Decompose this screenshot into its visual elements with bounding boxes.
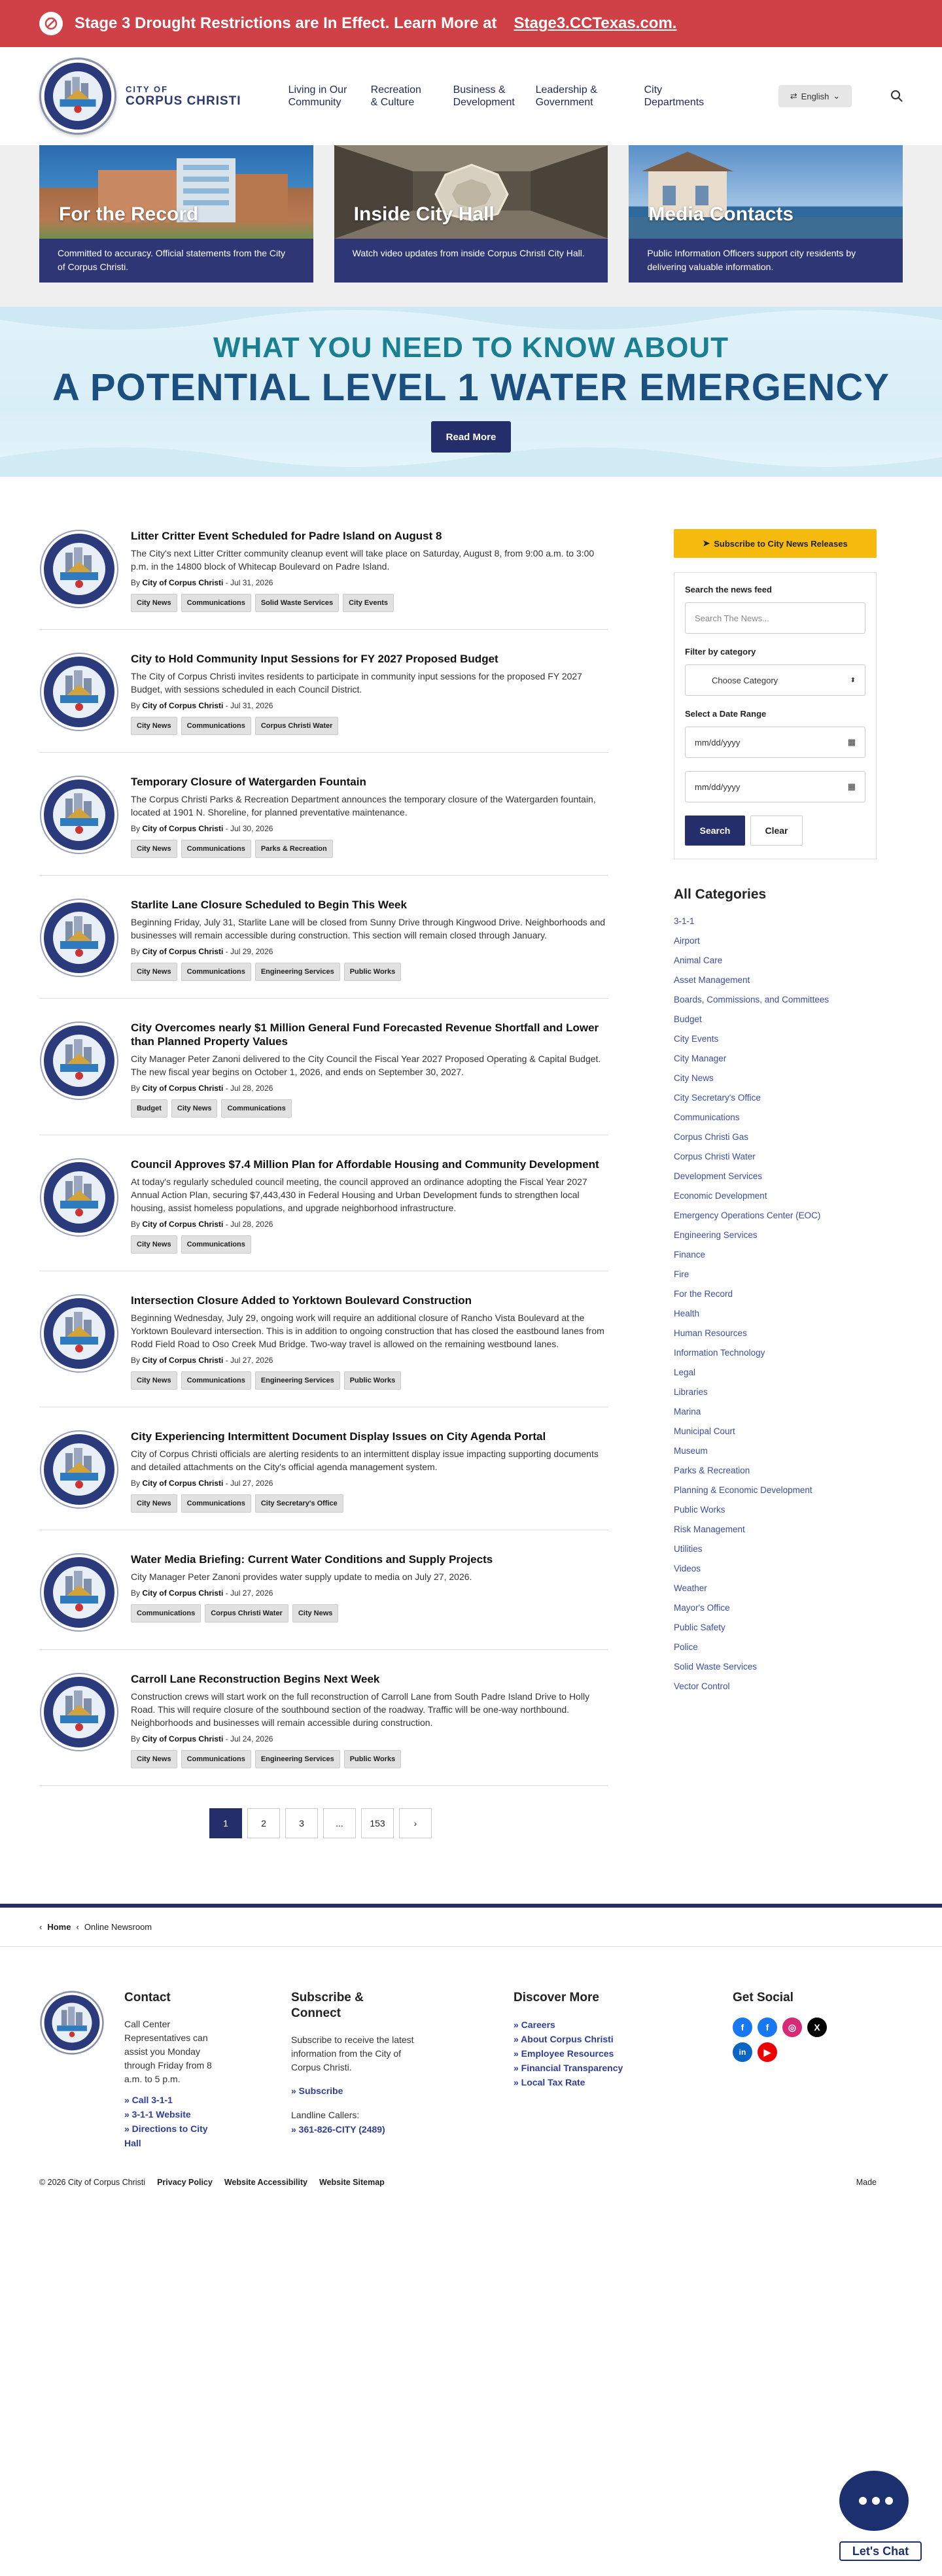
news-tag[interactable]: Budget xyxy=(131,1099,167,1118)
news-author: City of Corpus Christi xyxy=(142,1589,224,1598)
news-tag[interactable]: City News xyxy=(131,1494,177,1513)
select-arrows-icon: ⬍ xyxy=(850,676,856,684)
news-by: By xyxy=(131,701,141,710)
news-by: By xyxy=(131,1734,141,1743)
category-value: Choose Category xyxy=(712,675,778,685)
news-meta xyxy=(131,578,608,587)
facebook-icon[interactable]: f xyxy=(733,2018,752,2037)
news-by: By xyxy=(131,947,141,956)
news-tag[interactable]: City Secretary's Office xyxy=(255,1494,343,1513)
city-seal-icon xyxy=(39,529,119,609)
chevron-down-icon: ⌄ xyxy=(833,91,841,101)
breadcrumb-home[interactable]: Home xyxy=(47,1922,71,1932)
news-title[interactable]: City Experiencing Intermittent Document Display Issues on City Agenda Portal xyxy=(131,1430,546,1443)
news-tag[interactable]: Communications xyxy=(181,594,251,612)
news-body xyxy=(131,1294,608,1390)
news-item xyxy=(39,1294,608,1407)
filter-box xyxy=(674,572,877,859)
category-link[interactable]: Libraries xyxy=(674,1387,708,1397)
category-link[interactable]: Corpus Christi Water xyxy=(674,1152,756,1161)
category-link[interactable]: Museum xyxy=(674,1446,708,1456)
news-tag[interactable]: Engineering Services xyxy=(255,963,340,981)
translate-icon: ⇄ xyxy=(790,91,797,101)
news-tags xyxy=(131,1235,608,1254)
news-date: - Jul 27, 2026 xyxy=(225,1479,273,1488)
city-seal-icon xyxy=(39,1158,119,1237)
news-tag[interactable]: City News xyxy=(131,1750,177,1768)
next-page-icon[interactable]: › xyxy=(399,1808,432,1838)
news-title[interactable]: Carroll Lane Reconstruction Begins Next Week xyxy=(131,1673,380,1685)
news-tag[interactable]: City News xyxy=(131,594,177,612)
careers-link[interactable]: » Careers xyxy=(514,2019,555,2030)
news-item xyxy=(39,652,608,753)
news-excerpt: The Corpus Christi Parks & Recreation Department announces the temporary closure of the Watergarden fountain, located at 1901 N. Shoreline, for planned preventative maintenance. xyxy=(131,794,596,817)
page-button[interactable]: 3 xyxy=(285,1808,318,1838)
footer-discover xyxy=(514,1990,644,2163)
discover-title: Discover More xyxy=(514,1991,599,2004)
contact-text: Call Center Representatives can assist you Monday through Friday from 8 a.m. to 5 p.m. xyxy=(124,2019,212,2084)
page-button[interactable]: 2 xyxy=(247,1808,280,1838)
linkedin-icon[interactable]: in xyxy=(733,2042,752,2062)
copyright: © 2026 City of Corpus Christi xyxy=(39,2178,146,2187)
news-tag[interactable]: Engineering Services xyxy=(255,1750,340,1768)
news-item xyxy=(39,1553,608,1650)
category-link[interactable]: Marina xyxy=(674,1407,701,1417)
news-tags xyxy=(131,717,608,735)
read-more-button[interactable]: Read More xyxy=(431,421,511,453)
category-link[interactable]: Development Services xyxy=(674,1171,763,1181)
search-icon xyxy=(890,90,903,103)
news-excerpt: City Manager Peter Zanoni delivered to the City Council the Fiscal Year 2027 Proposed Operating & Capital Budget. The new fiscal year begins on October 1, 2026, and ends on September 30, 2027. xyxy=(131,1054,601,1077)
news-tag[interactable]: City News xyxy=(292,1604,339,1623)
alert-icon xyxy=(39,12,63,35)
news-tags xyxy=(131,963,608,981)
news-excerpt: The City's next Litter Critter community cleanup event will take place on Saturday, August 8, from 9:00 a.m. to 3:00 p.m. in the 14800 block of Whitecap Boulevard on Padre Island. xyxy=(131,548,595,572)
subscribe-button[interactable] xyxy=(674,529,877,558)
news-tags xyxy=(131,1494,608,1513)
311-website-link[interactable]: » 3-1-1 Website xyxy=(124,2109,191,2120)
category-link[interactable]: Solid Waste Services xyxy=(674,1662,758,1672)
category-link[interactable]: Planning & Economic Development xyxy=(674,1485,812,1495)
city-seal-icon xyxy=(39,1430,119,1509)
privacy-policy-link[interactable]: Privacy Policy xyxy=(157,2178,213,2187)
category-link[interactable]: For the Record xyxy=(674,1289,733,1299)
category-label: Filter by category xyxy=(685,647,756,657)
nav-recreation[interactable]: Recreation & Culture xyxy=(370,84,421,108)
news-meta xyxy=(131,1220,608,1229)
page-button[interactable]: 1 xyxy=(209,1808,242,1838)
language-select[interactable] xyxy=(778,85,852,107)
news-tag[interactable]: Corpus Christi Water xyxy=(255,717,339,735)
category-link[interactable]: Utilities xyxy=(674,1544,703,1554)
logo-city-of: CITY OF xyxy=(126,84,169,94)
news-date: - Jul 30, 2026 xyxy=(225,824,273,833)
footer-contact xyxy=(124,1990,226,2163)
category-link[interactable]: Videos xyxy=(674,1564,701,1573)
news-title[interactable]: Litter Critter Event Scheduled for Padre Island on August 8 xyxy=(131,530,442,542)
news-tag[interactable]: Communications xyxy=(181,1235,251,1254)
feature-title: Inside City Hall xyxy=(353,203,495,225)
news-item xyxy=(39,898,608,999)
city-seal-icon xyxy=(39,1553,119,1632)
news-body xyxy=(131,1158,608,1254)
date-end-placeholder: mm/dd/yyyy xyxy=(695,781,741,792)
news-date: - Jul 27, 2026 xyxy=(225,1589,273,1598)
news-tag[interactable]: Public Works xyxy=(344,1750,401,1768)
calendar-icon: ▦ xyxy=(847,781,856,791)
news-body xyxy=(131,898,608,981)
news-author: City of Corpus Christi xyxy=(142,1220,224,1229)
category-link[interactable]: City Secretary's Office xyxy=(674,1093,761,1103)
accessibility-link[interactable]: Website Accessibility xyxy=(224,2178,307,2187)
youtube-icon[interactable]: ▶ xyxy=(758,2042,777,2062)
all-categories-title: All Categories xyxy=(674,887,767,902)
news-tag[interactable]: City News xyxy=(131,1371,177,1390)
date-start-field[interactable] xyxy=(685,727,865,758)
news-tag[interactable]: Communications xyxy=(181,1494,251,1513)
feature-desc: Committed to accuracy. Official statements from the City of Corpus Christi. xyxy=(39,239,313,283)
news-tags xyxy=(131,840,608,858)
date-start-placeholder: mm/dd/yyyy xyxy=(695,737,741,747)
news-body xyxy=(131,529,608,612)
category-link[interactable]: Legal xyxy=(674,1367,696,1377)
news-tag[interactable]: City Events xyxy=(343,594,394,612)
category-link[interactable]: Vector Control xyxy=(674,1681,730,1691)
news-date: - Jul 29, 2026 xyxy=(225,947,273,956)
news-tag[interactable]: Parks & Recreation xyxy=(255,840,333,858)
feature-title: For the Record xyxy=(59,203,199,225)
feature-card-record[interactable] xyxy=(39,145,313,283)
news-author: City of Corpus Christi xyxy=(142,1734,224,1743)
news-body xyxy=(131,775,608,858)
news-tag[interactable]: Public Works xyxy=(344,1371,401,1390)
news-title[interactable]: Intersection Closure Added to Yorktown Boulevard Construction xyxy=(131,1294,472,1307)
category-link[interactable]: Mayor's Office xyxy=(674,1603,730,1613)
site-header xyxy=(0,47,942,145)
date-label: Select a Date Range xyxy=(685,709,767,719)
main-nav xyxy=(288,84,703,109)
page-button[interactable]: ... xyxy=(323,1808,356,1838)
feature-image xyxy=(629,145,903,239)
news-tag[interactable]: City News xyxy=(131,840,177,858)
news-tags xyxy=(131,1099,608,1118)
contact-title: Contact xyxy=(124,1991,171,2004)
news-item xyxy=(39,1672,608,1786)
subscribe-text: Subscribe to receive the latest information from the City of Corpus Christi. xyxy=(291,2035,414,2072)
nav-departments[interactable]: City Departments xyxy=(644,84,705,108)
news-tags xyxy=(131,1750,608,1768)
news-excerpt: At today's regularly scheduled council meeting, the council approved an ordinance adopting the Fiscal Year 2027 Annual Action Plan, securing $7,443,430 in Federal Housing and Urban Development funds to strengthen local housing, assist homeless populations, and upgrade neighborhood infrastructure. xyxy=(131,1176,587,1213)
calendar-icon: ▦ xyxy=(847,737,856,747)
feature-desc: Watch video updates from inside Corpus Christi City Hall. xyxy=(334,239,608,283)
instagram-icon[interactable]: ◎ xyxy=(782,2018,802,2037)
breadcrumb xyxy=(0,1908,942,1947)
news-meta xyxy=(131,701,608,710)
news-tag[interactable]: Public Works xyxy=(344,963,401,981)
footer-subscribe xyxy=(291,1990,422,2163)
news-excerpt: Beginning Friday, July 31, Starlite Lane will be closed from Sunny Drive through Kingwood Drive. Neighborhoods and businesses will remain accessible during construction. This section will remain closed through January. xyxy=(131,917,606,940)
category-link[interactable]: 3-1-1 xyxy=(674,916,695,926)
category-link[interactable]: Risk Management xyxy=(674,1524,745,1534)
category-link[interactable]: Engineering Services xyxy=(674,1230,758,1240)
chevron-left-icon: ‹ xyxy=(76,1922,79,1932)
news-tag[interactable]: City News xyxy=(131,963,177,981)
news-meta xyxy=(131,824,608,833)
feature-card-city-hall[interactable] xyxy=(334,145,608,283)
news-item xyxy=(39,1021,608,1135)
news-meta xyxy=(131,1356,608,1365)
city-seal-icon xyxy=(39,652,119,732)
filter-buttons xyxy=(685,816,865,846)
news-tags xyxy=(131,1604,608,1623)
news-tag[interactable]: Corpus Christi Water xyxy=(205,1604,288,1623)
about-link[interactable]: » About Corpus Christi xyxy=(514,2034,614,2044)
call-311-link[interactable]: » Call 3-1-1 xyxy=(124,2095,173,2105)
news-by: By xyxy=(131,578,141,587)
category-link[interactable]: Public Works xyxy=(674,1505,725,1515)
feature-cards xyxy=(0,145,942,307)
news-body xyxy=(131,1021,608,1118)
news-title[interactable]: Temporary Closure of Watergarden Fountain xyxy=(131,776,366,788)
category-link[interactable]: Boards, Commissions, and Committees xyxy=(674,995,829,1005)
search-button[interactable] xyxy=(887,86,907,106)
news-title[interactable]: City Overcomes nearly $1 Million General Fund Forecasted Revenue Shortfall and Lower than Planned Property Values xyxy=(131,1022,599,1048)
feature-title: Media Contacts xyxy=(648,203,794,225)
city-seal-icon xyxy=(39,1672,119,1752)
news-tag[interactable]: Communications xyxy=(131,1604,201,1623)
category-link[interactable]: City News xyxy=(674,1073,714,1083)
search-label: Search the news feed xyxy=(685,585,772,594)
news-author: City of Corpus Christi xyxy=(142,578,224,587)
page-button[interactable]: 153 xyxy=(361,1808,394,1838)
news-meta xyxy=(131,1479,608,1488)
news-tag[interactable]: Communications xyxy=(221,1099,291,1118)
date-end-field[interactable] xyxy=(685,771,865,802)
news-date: - Jul 28, 2026 xyxy=(225,1220,273,1229)
breadcrumb-current: Online Newsroom xyxy=(84,1922,152,1932)
logo-text xyxy=(126,84,241,109)
news-by: By xyxy=(131,1479,141,1488)
news-tag[interactable]: Communications xyxy=(181,717,251,735)
news-meta xyxy=(131,1734,608,1743)
water-emergency-banner xyxy=(0,307,942,477)
filter-clear-button[interactable]: Clear xyxy=(750,816,803,846)
subscribe-label: Subscribe to City News Releases xyxy=(714,538,848,549)
category-link[interactable]: Finance xyxy=(674,1250,706,1260)
banner-line-2: A POTENTIAL LEVEL 1 WATER EMERGENCY xyxy=(52,366,890,409)
local-tax-rate-link[interactable]: » Local Tax Rate xyxy=(514,2077,585,2087)
city-logo[interactable] xyxy=(39,58,116,135)
banner-line-1: WHAT YOU NEED TO KNOW ABOUT xyxy=(213,332,729,364)
news-tag[interactable]: City News xyxy=(131,1235,177,1254)
news-meta xyxy=(131,1589,608,1598)
news-item xyxy=(39,775,608,876)
news-body xyxy=(131,652,608,735)
main-content xyxy=(0,477,942,1904)
language-label: English xyxy=(801,91,829,101)
category-link[interactable]: City Manager xyxy=(674,1054,727,1063)
news-tag[interactable]: City News xyxy=(171,1099,218,1118)
send-icon: ➤ xyxy=(703,538,710,548)
city-seal-icon xyxy=(39,775,119,855)
news-excerpt: The City of Corpus Christi invites residents to participate in community input sessions for the proposed FY 2027 Budget, with sessions scheduled in each Council District. xyxy=(131,671,582,695)
pagination xyxy=(209,1808,608,1904)
category-link[interactable]: Public Safety xyxy=(674,1623,725,1632)
news-tags xyxy=(131,594,608,612)
landline-phone-link[interactable]: » 361-826-CITY (2489) xyxy=(291,2124,385,2135)
filter-search-button[interactable]: Search xyxy=(685,816,745,846)
category-link[interactable]: Human Resources xyxy=(674,1328,747,1338)
landline-label: Landline Callers: xyxy=(291,2110,360,2120)
alert-text: Stage 3 Drought Restrictions are In Effect. Learn More at xyxy=(75,14,497,32)
news-author: City of Corpus Christi xyxy=(142,947,224,956)
news-tag[interactable]: Communications xyxy=(181,963,251,981)
chevron-left-icon: ‹ xyxy=(39,1922,43,1932)
search-input[interactable]: Search The News... xyxy=(685,602,865,634)
news-excerpt: Beginning Wednesday, July 29, ongoing work will require an additional closure of Rancho Vista Boulevard at the Yorktown Boulevard intersection. This is in addition to ongoing construction that has closed the eastbound lanes from Rodd Field Road to Oso Creek Mud Bridge. Two-way travel is allowed on the remaining westbound lanes. xyxy=(131,1313,604,1349)
news-excerpt: City Manager Peter Zanoni provides water supply update to media on July 27, 2026. xyxy=(131,1571,472,1582)
news-by: By xyxy=(131,1220,141,1229)
news-tag[interactable]: Solid Waste Services xyxy=(255,594,339,612)
facebook-alt-icon[interactable]: f xyxy=(758,2018,777,2037)
news-meta xyxy=(131,1084,608,1093)
news-by: By xyxy=(131,1589,141,1598)
news-tag[interactable]: City News xyxy=(131,717,177,735)
sidebar xyxy=(674,529,877,1904)
category-link[interactable]: City Events xyxy=(674,1034,719,1044)
employee-resources-link[interactable]: » Employee Resources xyxy=(514,2048,614,2059)
news-author: City of Corpus Christi xyxy=(142,1356,224,1365)
news-excerpt: Construction crews will start work on the full reconstruction of Carroll Lane from South Padre Island Drive to Holly Road. This will require closure of the southbound section of the roadway. Traffic will be one-way northbound. Neighborhoods and businesses will remain accessible during construction. xyxy=(131,1691,590,1728)
category-link[interactable]: Police xyxy=(674,1642,698,1652)
news-body xyxy=(131,1553,608,1632)
directions-link[interactable]: » Directions to City Hall xyxy=(124,2123,208,2148)
news-author: City of Corpus Christi xyxy=(142,1479,224,1488)
news-tag[interactable]: Engineering Services xyxy=(255,1371,340,1390)
x-icon[interactable]: X xyxy=(807,2018,827,2037)
category-link[interactable]: Parks & Recreation xyxy=(674,1466,750,1475)
news-by: By xyxy=(131,1084,141,1093)
news-tags xyxy=(131,1371,608,1390)
category-link[interactable]: Emergency Operations Center (EOC) xyxy=(674,1211,821,1220)
logo-city-name: CORPUS CHRISTI xyxy=(126,94,241,108)
subscribe-title: Subscribe & Connect xyxy=(291,1991,364,2020)
news-list xyxy=(39,529,608,1904)
news-title[interactable]: City to Hold Community Input Sessions for FY 2027 Proposed Budget xyxy=(131,653,498,665)
news-item xyxy=(39,529,608,630)
news-date: - Jul 24, 2026 xyxy=(225,1734,273,1743)
news-author: City of Corpus Christi xyxy=(142,701,224,710)
news-date: - Jul 28, 2026 xyxy=(225,1084,273,1093)
category-link[interactable]: Information Technology xyxy=(674,1348,765,1358)
category-link[interactable]: Communications xyxy=(674,1112,740,1122)
category-link[interactable]: Fire xyxy=(674,1269,689,1279)
news-date: - Jul 31, 2026 xyxy=(225,578,273,587)
category-link[interactable]: Economic Development xyxy=(674,1191,767,1201)
news-title[interactable]: Water Media Briefing: Current Water Conditions and Supply Projects xyxy=(131,1553,493,1566)
category-link[interactable]: Corpus Christi Gas xyxy=(674,1132,749,1142)
feature-desc: Public Information Officers support city residents by delivering valuable information. xyxy=(629,239,903,283)
news-title[interactable]: Council Approves $7.4 Million Plan for Affordable Housing and Community Development xyxy=(131,1158,599,1171)
city-seal-icon xyxy=(39,1294,119,1373)
feature-image xyxy=(334,145,608,239)
category-link[interactable]: Weather xyxy=(674,1583,707,1593)
news-excerpt: City of Corpus Christi officials are alerting residents to an intermittent display issue impacting supporting documents and detailed attachments on the City's official agenda management system. xyxy=(131,1449,599,1472)
news-by: By xyxy=(131,1356,141,1365)
category-link[interactable]: Health xyxy=(674,1309,700,1318)
news-meta xyxy=(131,947,608,956)
footer-subscribe-link[interactable]: » Subscribe xyxy=(291,2086,343,2096)
nav-living[interactable]: Living in Our Community xyxy=(288,84,347,108)
social-title: Get Social xyxy=(733,1991,794,2004)
news-author: City of Corpus Christi xyxy=(142,824,224,833)
feature-card-media[interactable] xyxy=(629,145,903,283)
feature-image xyxy=(39,145,313,239)
news-item xyxy=(39,1158,608,1271)
footer-social xyxy=(733,1990,827,2163)
sitemap-link[interactable]: Website Sitemap xyxy=(319,2178,385,2187)
chat-bubble-icon[interactable] xyxy=(839,2471,909,2531)
news-tag[interactable]: Communications xyxy=(181,1371,251,1390)
nav-leadership[interactable]: Leadership & Government xyxy=(535,84,597,108)
news-body xyxy=(131,1430,608,1513)
nav-business[interactable]: Business & Development xyxy=(453,84,515,108)
news-tag[interactable]: Communications xyxy=(181,1750,251,1768)
made-by: Made xyxy=(856,2178,877,2187)
financial-transparency-link[interactable]: » Financial Transparency xyxy=(514,2063,623,2073)
news-date: - Jul 27, 2026 xyxy=(225,1356,273,1365)
category-link[interactable]: Municipal Court xyxy=(674,1426,735,1436)
category-list xyxy=(674,912,877,1696)
alert-link[interactable]: Stage3.CCTexas.com. xyxy=(514,14,677,32)
news-by: By xyxy=(131,824,141,833)
category-link[interactable]: Budget xyxy=(674,1014,702,1024)
chat-button[interactable]: Let's Chat xyxy=(839,2541,922,2561)
footer-bottom xyxy=(0,2163,942,2202)
news-date: - Jul 31, 2026 xyxy=(225,701,273,710)
alert-bar xyxy=(0,0,942,47)
city-seal-icon xyxy=(39,1021,119,1101)
category-link[interactable]: Airport xyxy=(674,936,700,946)
category-link[interactable]: Asset Management xyxy=(674,975,750,985)
category-select[interactable] xyxy=(685,664,865,696)
footer-logo xyxy=(39,1990,105,2163)
site-footer xyxy=(0,1947,942,2163)
news-item xyxy=(39,1430,608,1530)
news-author: City of Corpus Christi xyxy=(142,1084,224,1093)
news-tag[interactable]: Communications xyxy=(181,840,251,858)
city-seal-icon xyxy=(39,898,119,978)
news-title[interactable]: Starlite Lane Closure Scheduled to Begin This Week xyxy=(131,899,407,911)
news-body xyxy=(131,1672,608,1768)
category-link[interactable]: Animal Care xyxy=(674,955,723,965)
